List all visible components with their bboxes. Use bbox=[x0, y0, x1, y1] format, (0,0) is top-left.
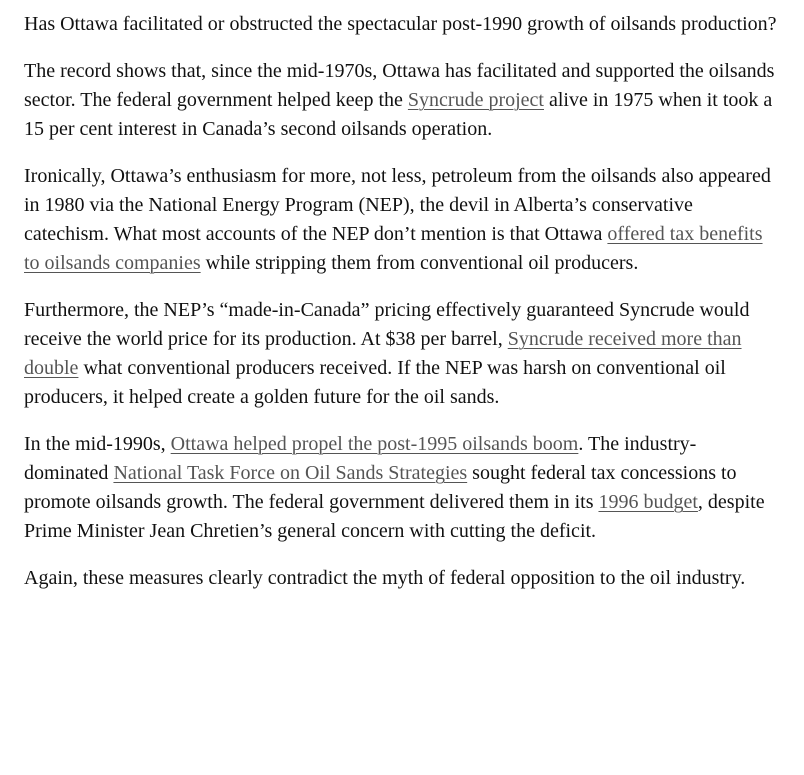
paragraph-text: what conventional producers received. If the NEP was harsh on conventional oil producers, it helped create a golden future for the oil sands. bbox=[24, 357, 726, 408]
paragraph bbox=[24, 10, 780, 39]
paragraph bbox=[24, 564, 780, 593]
paragraph-text: . The industry-dominated bbox=[24, 433, 697, 484]
paragraph bbox=[24, 162, 780, 278]
paragraph-text: sought federal tax concessions to promote oilsands growth. The federal government delivered them in its bbox=[24, 462, 737, 513]
paragraph-text: Ironically, Ottawa’s enthusiasm for more, not less, petroleum from the oilsands also appeared in 1980 via the National Energy Program (NEP), the devil in Alberta’s conservative catechism. What most accounts of the NEP don’t mention is that Ottawa bbox=[24, 165, 771, 245]
link-syncrude-received-double[interactable]: Syncrude received more than double bbox=[24, 328, 742, 379]
paragraph-text: Again, these measures clearly contradict the myth of federal opposition to the oil industry. bbox=[24, 567, 746, 589]
link-syncrude-project[interactable]: Syncrude project bbox=[407, 89, 544, 111]
paragraph-text: while stripping them from conventional oil producers. bbox=[200, 252, 639, 274]
paragraph bbox=[24, 430, 780, 546]
paragraph-text: Has Ottawa facilitated or obstructed the spectacular post-1990 growth of oilsands production? bbox=[24, 13, 777, 35]
link-1996-budget[interactable]: 1996 budget bbox=[598, 491, 698, 513]
paragraph bbox=[24, 57, 780, 144]
paragraph-text: Furthermore, the NEP’s “made-in-Canada” pricing effectively guaranteed Syncrude would receive the world price for its production. At $38 per barrel, bbox=[24, 299, 750, 350]
paragraph-text: , despite Prime Minister Jean Chretien’s general concern with cutting the deficit. bbox=[24, 491, 765, 542]
paragraph-text: alive in 1975 when it took a 15 per cent interest in Canada’s second oilsands operation. bbox=[24, 89, 773, 140]
paragraph-text: The record shows that, since the mid-1970s, Ottawa has facilitated and supported the oilsands sector. The federal government helped keep the bbox=[24, 60, 775, 111]
link-task-force[interactable]: National Task Force on Oil Sands Strategies bbox=[113, 462, 468, 484]
paragraph bbox=[24, 296, 780, 412]
link-oilsands-boom[interactable]: Ottawa helped propel the post-1995 oilsands boom bbox=[170, 433, 579, 455]
link-oilsands-tax-benefits[interactable]: offered tax benefits to oilsands companies bbox=[24, 223, 763, 274]
paragraph-text: In the mid-1990s, bbox=[24, 433, 171, 455]
